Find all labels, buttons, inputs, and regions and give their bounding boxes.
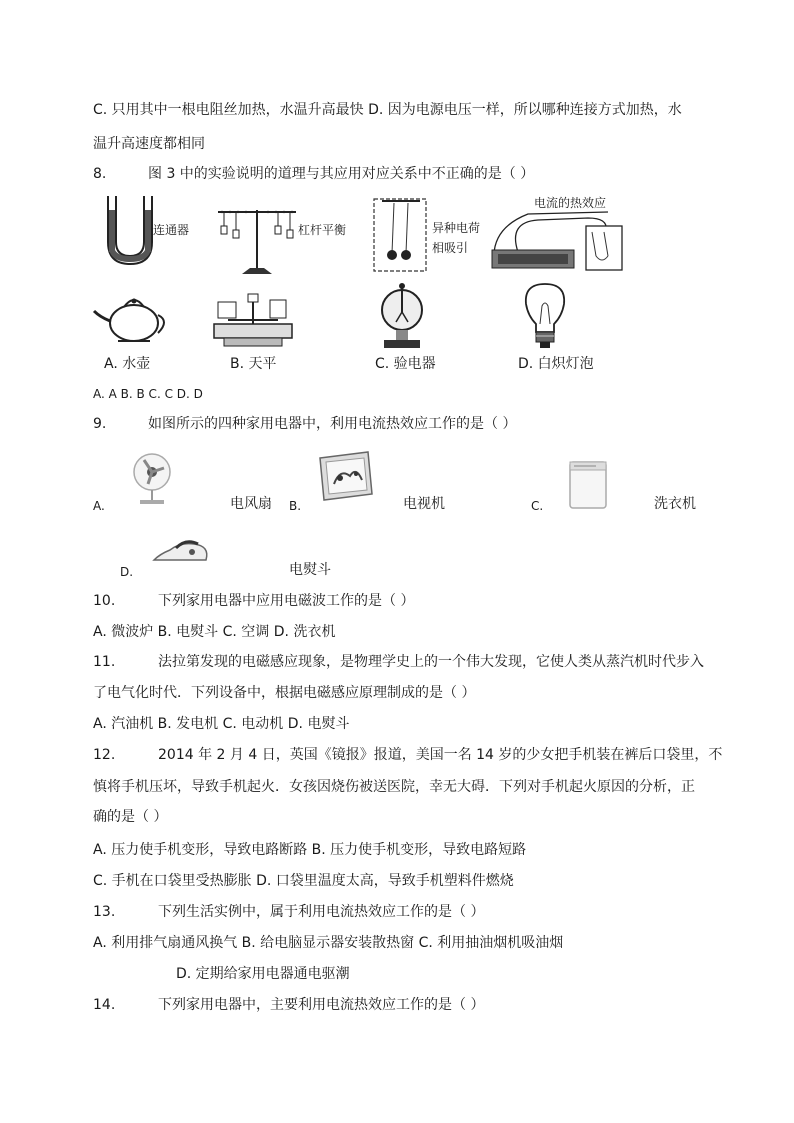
q8-number: 8. <box>93 166 107 182</box>
caption-c: C. 验电器 <box>375 356 436 372</box>
tv-figure <box>316 450 376 508</box>
u-tube-figure <box>100 192 160 272</box>
washer-figure <box>566 456 612 512</box>
caption-b: B. 天平 <box>230 356 277 372</box>
electroscope-figure <box>372 282 432 352</box>
iron-figure <box>150 536 216 566</box>
q12-options-1: A. 压力使手机变形，导致电路断路 B. 压力使手机变形，导致电路短路 <box>93 842 527 858</box>
heat-effect-label: 电流的热效应 <box>534 196 607 210</box>
q12-stem-3: 确的是（ ） <box>93 809 168 825</box>
q8-stem: 图 3 中的实验说明的道理与其应用对应关系中不正确的是（ ） <box>148 166 535 182</box>
caption-a: A. 水壶 <box>104 356 151 372</box>
q10-stem: 下列家用电器中应用电磁波工作的是（ ） <box>158 593 415 609</box>
fan-figure <box>126 450 182 508</box>
q9-option-c: C. <box>531 499 544 513</box>
balance-figure <box>208 292 298 350</box>
q11-stem-1: 法拉第发现的电磁感应现象，是物理学史上的一个伟大发现，它使人类从蒸汽机时代步入 <box>158 654 704 670</box>
q12-stem-1: 2014 年 2 月 4 日，英国《镜报》报道，美国一名 14 岁的少女把手机装在裤后口袋里，不 <box>158 747 723 763</box>
bulb-figure <box>520 280 570 352</box>
charges-label-2: 相吸引 <box>432 241 469 255</box>
q9-name-d: 电熨斗 <box>289 562 331 578</box>
caption-d: D. 白炽灯泡 <box>518 356 594 372</box>
charges-label-1: 异种电荷 <box>432 221 481 235</box>
q11-stem-2: 了电气化时代．下列设备中，根据电磁感应原理制成的是（ ） <box>93 685 476 701</box>
q9-option-d: D. <box>120 565 134 579</box>
q11-options: A. 汽油机 B. 发电机 C. 电动机 D. 电熨斗 <box>93 716 350 732</box>
kettle-figure <box>92 287 172 347</box>
q9-option-a: A. <box>93 499 105 513</box>
q12-number: 12. <box>93 747 116 763</box>
q14-stem: 下列家用电器中，主要利用电流热效应工作的是（ ） <box>158 997 485 1013</box>
q14-number: 14. <box>93 997 116 1013</box>
q13-number: 13. <box>93 904 116 920</box>
q9-number: 9. <box>93 416 107 432</box>
heat-effect-figure <box>488 208 628 274</box>
q10-options: A. 微波炉 B. 电熨斗 C. 空调 D. 洗衣机 <box>93 624 336 640</box>
q13-stem: 下列生活实例中，属于利用电流热效应工作的是（ ） <box>158 904 485 920</box>
q9-name-c: 洗衣机 <box>654 496 696 512</box>
q9-stem: 如图所示的四种家用电器中，利用电流热效应工作的是（ ） <box>148 416 517 432</box>
q7-option-line: C. 只用其中一根电阻丝加热，水温升高最快 D. 因为电源电压一样，所以哪种连接方式加热，水 <box>93 102 682 118</box>
q9-name-b: 电视机 <box>403 496 445 512</box>
connector-label: 连通器 <box>153 223 190 237</box>
q9-option-b: B. <box>289 499 302 513</box>
q10-number: 10. <box>93 593 116 609</box>
q13-options-1: A. 利用排气扇通风换气 B. 给电脑显示器安装散热窗 C. 利用抽油烟机吸油烟 <box>93 935 564 951</box>
charges-figure <box>372 197 428 273</box>
q12-options-2: C. 手机在口袋里受热膨胀 D. 口袋里温度太高，导致手机塑料件燃烧 <box>93 873 514 889</box>
q13-options-2: D. 定期给家用电器通电驱潮 <box>176 966 350 982</box>
q11-number: 11. <box>93 654 116 670</box>
q7-option-line-cont: 温升高速度都相同 <box>93 136 205 152</box>
q12-stem-2: 慎将手机压坏，导致手机起火．女孩因烧伤被送医院，幸无大碍．下列对手机起火原因的分析，正 <box>93 779 695 795</box>
q9-name-a: 电风扇 <box>230 496 272 512</box>
q8-options: A. A B. B C. C D. D <box>93 387 203 401</box>
lever-label: 杠杆平衡 <box>298 223 347 237</box>
lever-figure <box>212 200 302 280</box>
